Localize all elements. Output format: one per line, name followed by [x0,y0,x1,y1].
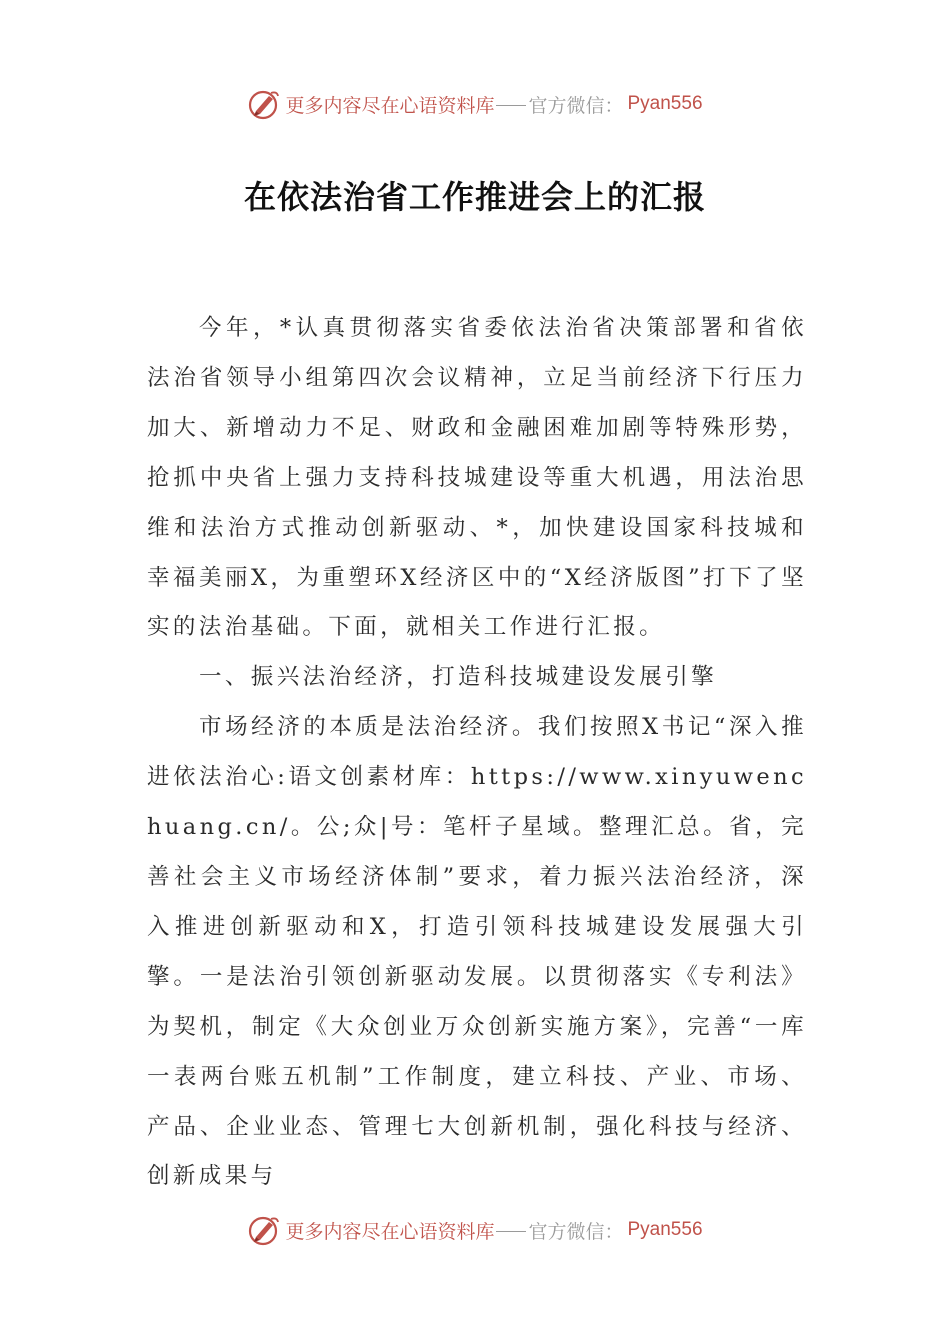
section-heading-1: 一、振兴法治经济，打造科技城建设发展引擎 [199,664,718,691]
banner-wechat-id: Pyan556 [627,1219,703,1240]
paragraph-section-1: 市场经济的本质是法治经济。我们按照X书记“深入推进依法治心:语文创素材库：https://www.xinyuwenchuang.cn/。公;众|号：笔杆子星域。整理汇总。省，完善社会主义市场经济体制”要求，着力振兴法治经济，深入推进创新驱动和X，打造引领科技城建设发展强大引擎。一是法治引领创新驱动发展。以贯彻落实《专利法》为契机，制定《大众创业万众创新实施方案》，完善“一库一表两台账五机制”工作制度，建立科技、产业、市场、产品、企业业态、管理七大创新机制，强化科技与经济、创新成果与 [147,714,807,1190]
document-body [147,304,807,1202]
banner-wechat-id: Pyan556 [627,93,703,114]
banner-divider [496,1231,526,1232]
banner-divider [496,105,526,106]
banner-brand-text: 更多内容尽在心语资料库 [285,94,495,117]
banner-official-label: 官方微信： [528,1220,624,1243]
footer-banner [0,1210,950,1250]
banner-brand-text: 更多内容尽在心语资料库 [285,1220,495,1243]
paragraph-intro: 今年，*认真贯彻落实省委依法治省决策部署和省依法治省领导小组第四次会议精神，立足当前经济下行压力加大、新增动力不足、财政和金融困难加剧等特殊形势，抢抓中央省上强力支持科技城建设等重大机遇，用法治思维和法治方式推动创新驱动、*，加快建设国家科技城和幸福美丽X，为重塑环X经济区中的“X经济版图”打下了坚实的法治基础。下面，就相关工作进行汇报。 [147,315,807,641]
header-banner [0,84,950,124]
document-title: 在依法治省工作推进会上的汇报 [243,178,706,216]
pen-logo-icon [247,1213,281,1247]
banner-official-label: 官方微信： [528,94,624,117]
pen-logo-icon [247,87,281,121]
